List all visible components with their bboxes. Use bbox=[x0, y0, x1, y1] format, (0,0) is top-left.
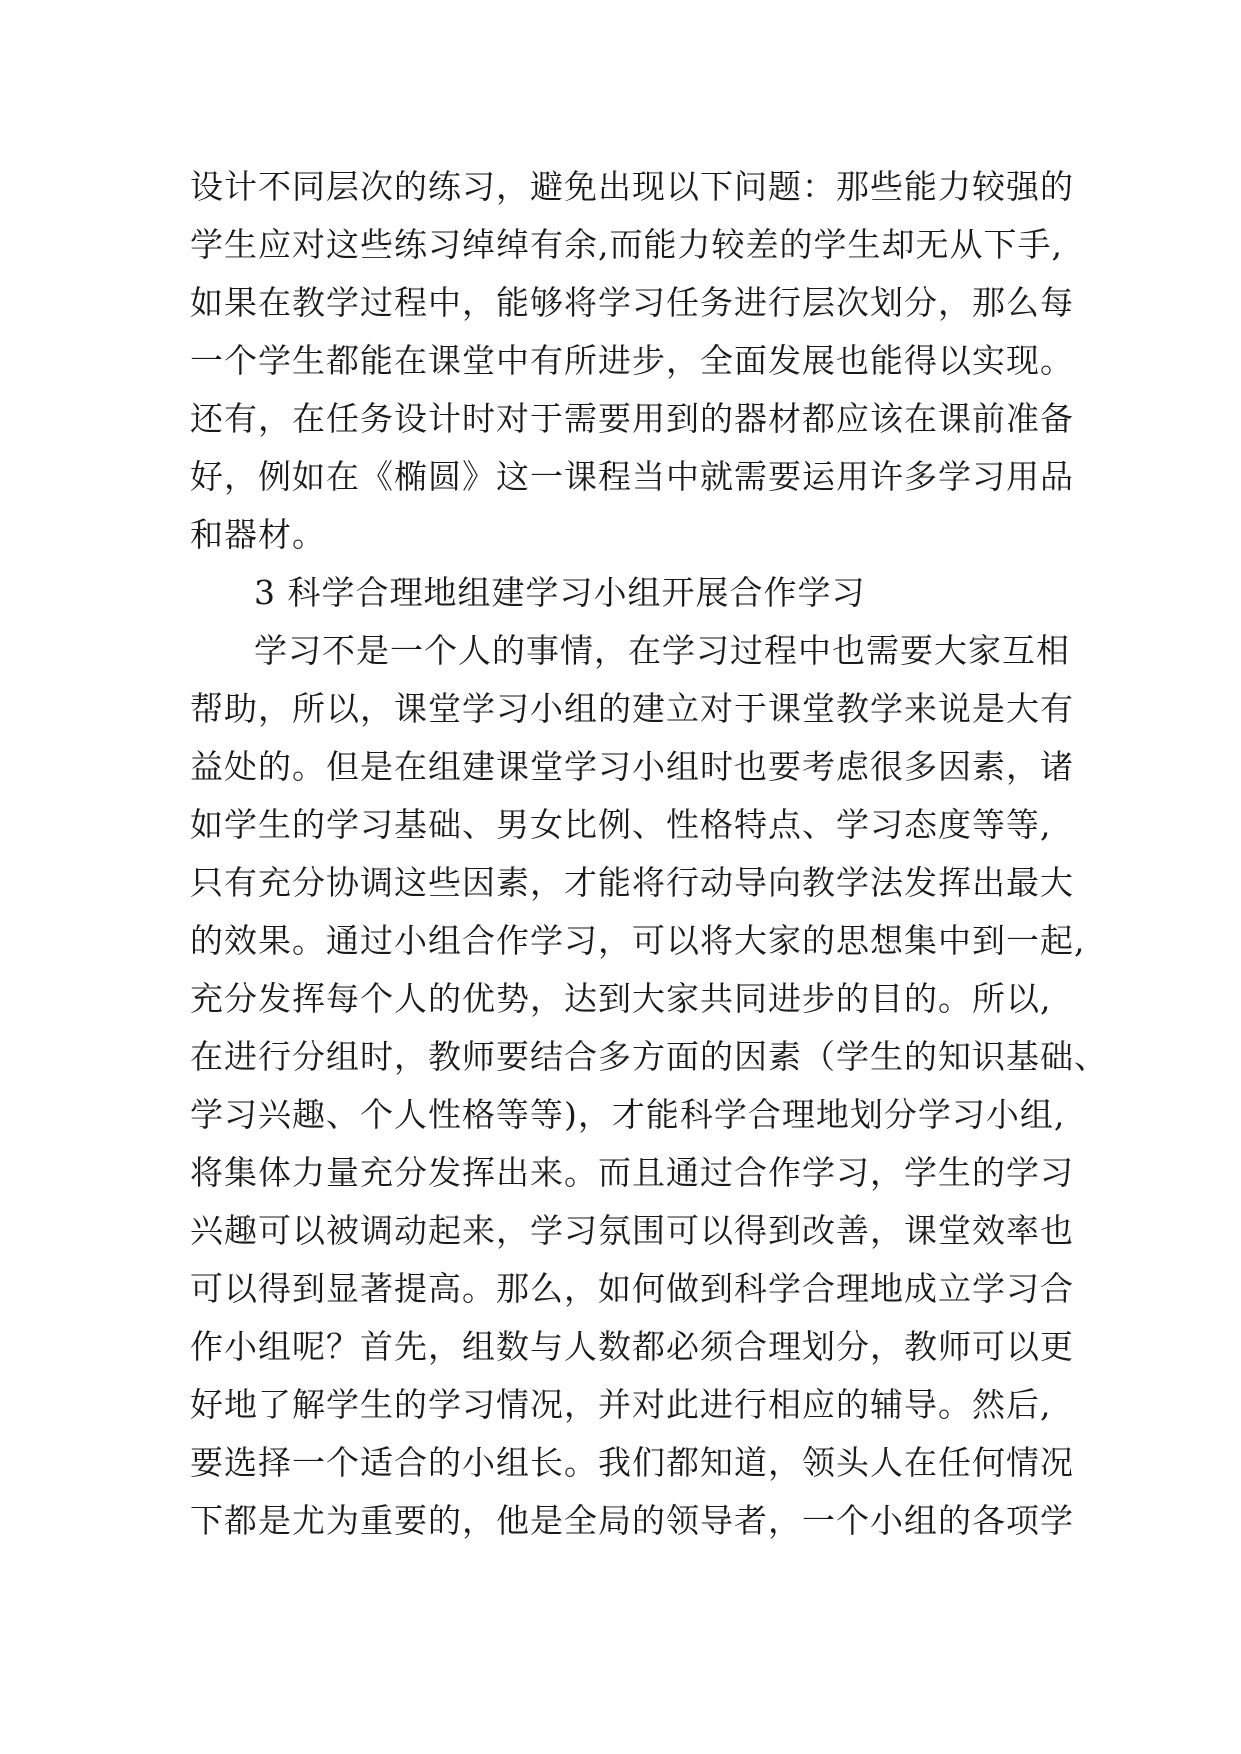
text-line: 学习兴趣、个人性格等等)，才能科学合理地划分学习小组, bbox=[190, 1095, 1066, 1134]
text-line: 一个学生都能在课堂中有所进步，全面发展也能得以实现。 bbox=[190, 341, 1074, 380]
text-line: 帮助，所以，课堂学习小组的建立对于课堂教学来说是大有 bbox=[190, 689, 1074, 728]
text-line: 要选择一个适合的小组长。我们都知道，领头人在任何情况 bbox=[190, 1443, 1074, 1482]
text-line: 只有充分协调这些因素，才能将行动导向教学法发挥出最大 bbox=[190, 863, 1074, 902]
text-line: 如果在教学过程中，能够将学习任务进行层次划分，那么每 bbox=[190, 283, 1074, 322]
text-line: 学习不是一个人的事情，在学习过程中也需要大家互相 bbox=[254, 631, 1070, 670]
text-line: 兴趣可以被调动起来，学习氛围可以得到改善，课堂效率也 bbox=[190, 1211, 1074, 1250]
text-line: 如学生的学习基础、男女比例、性格特点、学习态度等等, bbox=[190, 805, 1052, 844]
text-line: 益处的。但是在组建课堂学习小组时也要考虑很多因素，诸 bbox=[190, 747, 1074, 786]
paragraph-1 bbox=[190, 158, 1090, 564]
text-line: 和器材。 bbox=[190, 515, 326, 554]
text-line: 将集体力量充分发挥出来。而且通过合作学习，学生的学习 bbox=[190, 1153, 1074, 1192]
text-line: 的效果。通过小组合作学习，可以将大家的思想集中到一起, bbox=[190, 921, 1086, 960]
text-line: 学生应对这些练习绰绰有余,而能力较差的学生却无从下手, bbox=[190, 225, 1063, 264]
text-line: 好地了解学生的学习情况，并对此进行相应的辅导。然后, bbox=[190, 1385, 1052, 1424]
text-line: 作小组呢？首先，组数与人数都必须合理划分，教师可以更 bbox=[190, 1327, 1074, 1366]
text-line: 下都是尤为重要的，他是全局的领导者，一个小组的各项学 bbox=[190, 1501, 1074, 1540]
text-line: 可以得到显著提高。那么，如何做到科学合理地成立学习合 bbox=[190, 1269, 1074, 1308]
paragraph-2 bbox=[190, 622, 1108, 1550]
text-line: 还有，在任务设计时对于需要用到的器材都应该在课前准备 bbox=[190, 399, 1074, 438]
section-heading: 3 科学合理地组建学习小组开展合作学习 bbox=[254, 573, 866, 612]
text-line: 好，例如在《椭圆》这一课程当中就需要运用许多学习用品 bbox=[190, 457, 1074, 496]
text-line: 在进行分组时，教师要结合多方面的因素（学生的知识基础、 bbox=[190, 1037, 1108, 1076]
text-line: 充分发挥每个人的优势，达到大家共同进步的目的。所以, bbox=[190, 979, 1052, 1018]
text-line: 设计不同层次的练习，避免出现以下问题：那些能力较强的 bbox=[190, 167, 1074, 206]
document-body bbox=[190, 158, 1108, 1550]
